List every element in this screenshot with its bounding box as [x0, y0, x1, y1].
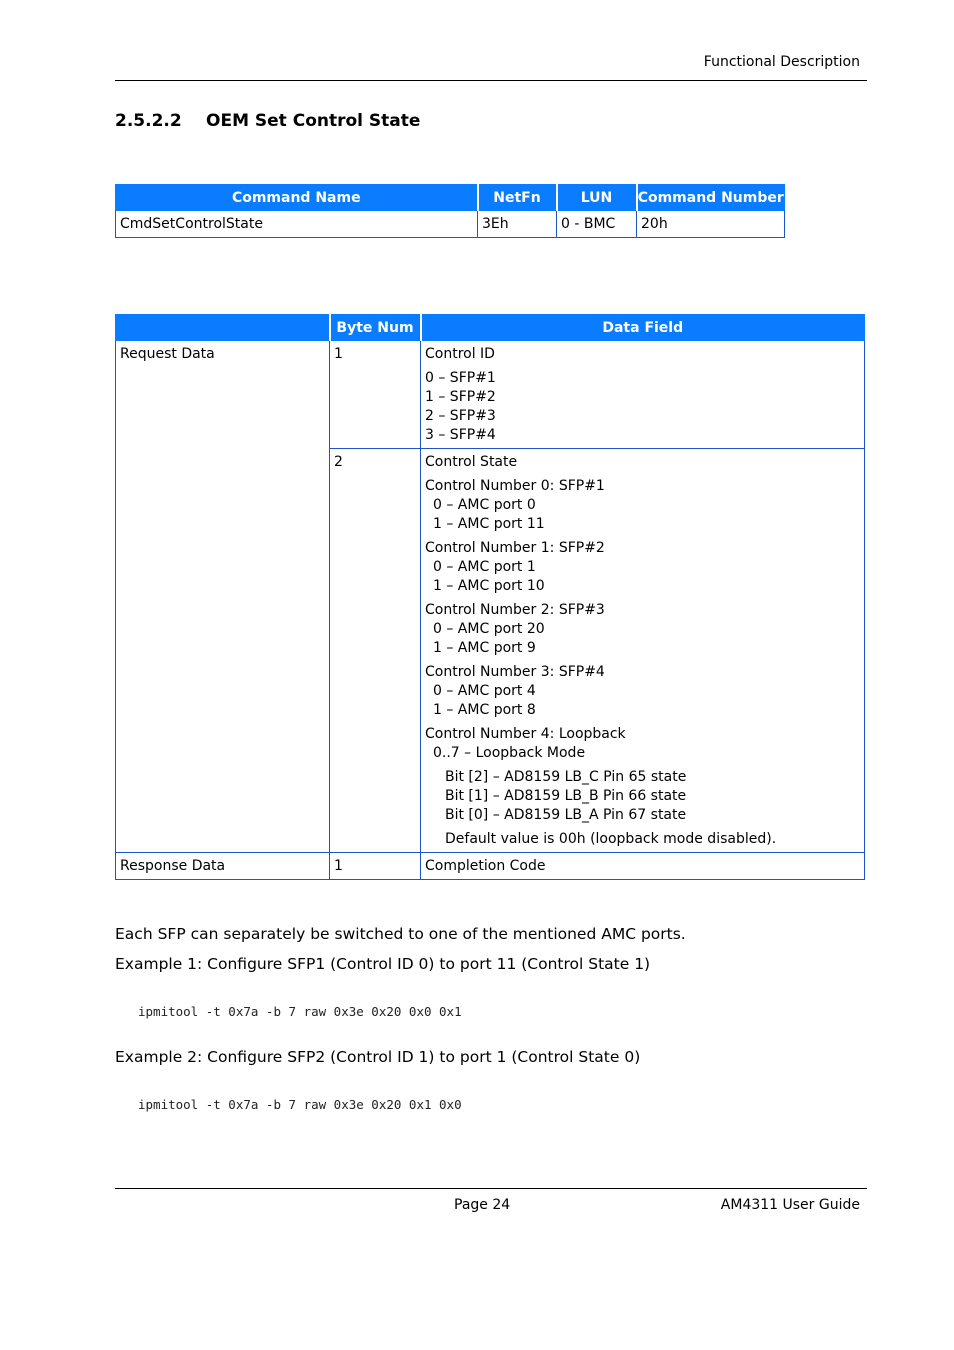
- example-1-text: Example 1: Configure SFP1 (Control ID 0) to port 11 (Control State 1): [115, 955, 651, 973]
- list-item: 0 – AMC port 4: [433, 683, 536, 699]
- control-group-title: Control Number 2: SFP#3: [425, 602, 605, 618]
- header-lun: LUN: [557, 185, 637, 211]
- data-table-header: [116, 315, 865, 341]
- list-item: 1 – AMC port 11: [433, 516, 545, 532]
- example-1-code: ipmitool -t 0x7a -b 7 raw 0x3e 0x20 0x0 0x1: [138, 1004, 462, 1019]
- page-number: Page 24: [454, 1197, 511, 1213]
- list-item: 0 – AMC port 1: [433, 559, 536, 575]
- list-item: 1 – AMC port 9: [433, 640, 536, 656]
- control-id-cell: [421, 341, 865, 449]
- list-item: 1 – SFP#2: [425, 389, 496, 405]
- data-field-table: [115, 314, 865, 880]
- response-data-label: Response Data: [116, 853, 330, 880]
- list-item: Bit [2] – AD8159 LB_C Pin 65 state: [445, 769, 687, 785]
- example-2-text: Example 2: Configure SFP2 (Control ID 1) to port 1 (Control State 0): [115, 1048, 641, 1066]
- list-item: 0 – AMC port 0: [433, 497, 536, 513]
- cell-netfn: 3Eh: [478, 211, 557, 238]
- control-group-title: Control Number 3: SFP#4: [425, 664, 605, 680]
- running-header: Functional Description: [703, 54, 860, 70]
- cell-lun: 0 - BMC: [557, 211, 637, 238]
- command-table-header: [116, 185, 785, 211]
- completion-code-cell: Completion Code: [421, 853, 865, 880]
- control-group: [425, 539, 860, 596]
- byte-num-cell: 1: [330, 341, 421, 449]
- control-group: [425, 477, 860, 534]
- header-command-name: Command Name: [116, 185, 478, 211]
- control-group: [425, 601, 860, 658]
- list-item: Bit [0] – AD8159 LB_A Pin 67 state: [445, 807, 687, 823]
- example-2-code: ipmitool -t 0x7a -b 7 raw 0x3e 0x20 0x1 0x0: [138, 1097, 462, 1112]
- loopback-mode: 0..7 – Loopback Mode: [433, 745, 586, 761]
- command-table: [115, 184, 785, 238]
- control-id-title: Control ID: [425, 346, 495, 362]
- loopback-group: [425, 725, 860, 763]
- section-number: 2.5.2.2: [115, 111, 182, 131]
- list-item: 0 – AMC port 20: [433, 621, 545, 637]
- loopback-bits: [425, 768, 860, 825]
- control-state-cell: [421, 449, 865, 853]
- header-netfn: NetFn: [478, 185, 557, 211]
- request-data-label: Request Data: [116, 341, 330, 853]
- byte-num-cell: 1: [330, 853, 421, 880]
- table-row: [116, 853, 865, 880]
- control-state-title: Control State: [425, 454, 518, 470]
- document-title: AM4311 User Guide: [720, 1197, 860, 1213]
- list-item: 1 – AMC port 10: [433, 578, 545, 594]
- list-item: 3 – SFP#4: [425, 427, 496, 443]
- footer-rule: [115, 1188, 867, 1189]
- control-group-title: Control Number 0: SFP#1: [425, 478, 605, 494]
- header-blank: [116, 315, 330, 341]
- header-data-field: Data Field: [421, 315, 865, 341]
- cell-command-number: 20h: [637, 211, 785, 238]
- byte-num-cell: 2: [330, 449, 421, 853]
- header-rule: [115, 80, 867, 81]
- loopback-default: Default value is 00h (loopback mode disabled).: [445, 831, 777, 847]
- control-group-title: Control Number 4: Loopback: [425, 726, 626, 742]
- control-group: [425, 663, 860, 720]
- list-item: Bit [1] – AD8159 LB_B Pin 66 state: [445, 788, 687, 804]
- header-command-number: Command Number: [637, 185, 785, 211]
- table-row: [116, 341, 865, 449]
- control-group-title: Control Number 1: SFP#2: [425, 540, 605, 556]
- table-row: [116, 211, 785, 238]
- list-item: 2 – SFP#3: [425, 408, 496, 424]
- list-item: 1 – AMC port 8: [433, 702, 536, 718]
- section-heading: [115, 111, 420, 131]
- list-item: 0 – SFP#1: [425, 370, 496, 386]
- intro-paragraph: Each SFP can separately be switched to one of the mentioned AMC ports.: [115, 925, 686, 943]
- header-byte-num: Byte Num: [330, 315, 421, 341]
- control-id-list: [425, 369, 860, 445]
- cell-command-name: CmdSetControlState: [116, 211, 478, 238]
- section-title: OEM Set Control State: [206, 111, 421, 131]
